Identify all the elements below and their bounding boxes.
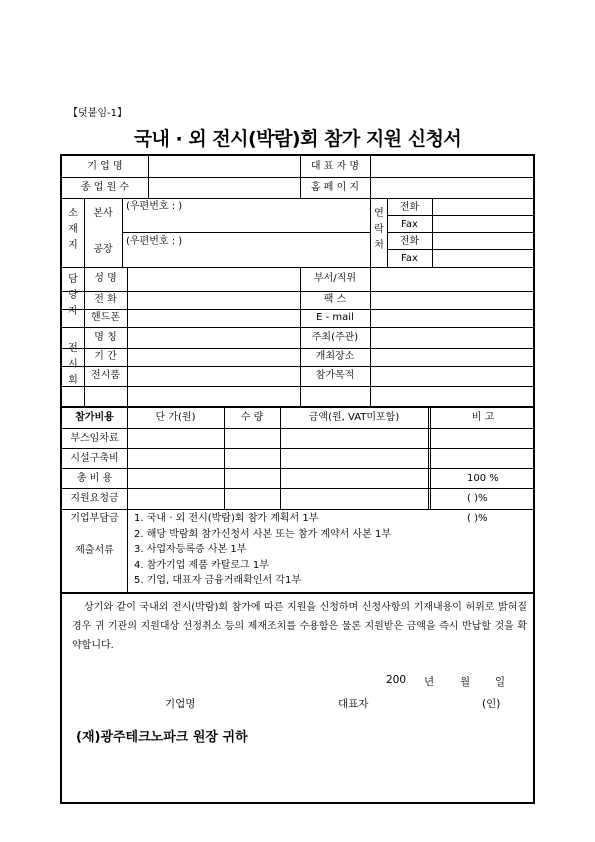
- recipient: (재)광주테크노파크 원장 귀하: [76, 730, 248, 745]
- document-item: 3. 사업자등록증 사본 1부: [134, 544, 247, 556]
- cost-row-label: 기업부담금: [70, 513, 119, 524]
- cost-row-label: 지원요청금: [70, 493, 119, 504]
- hq-postcode-hint: (우편번호 : ): [126, 201, 183, 212]
- row-divider: [62, 327, 533, 328]
- cost-row-label: 총 비 용: [76, 473, 113, 484]
- exhibition-period-label: 기 간: [94, 351, 117, 362]
- application-form: [60, 154, 535, 804]
- support-percent: ( )%: [467, 493, 488, 504]
- document-item: 2. 해당 박람회 참가신청서 사본 또는 참가 계약서 사본 1부: [134, 528, 392, 540]
- manager-dept-label: 부서/직위: [313, 273, 356, 284]
- cost-header-unit-price: 단 가(원): [155, 412, 196, 423]
- hq-fax-label: Fax: [401, 219, 418, 230]
- manager-email-label: E - mail: [316, 312, 354, 323]
- employees-label: 종 업 원 수: [80, 182, 130, 193]
- attachment-label: 【덧붙임-1】: [68, 108, 127, 119]
- row-divider: [62, 386, 533, 387]
- ceo-name-label: 대 표 자 명: [310, 161, 360, 172]
- exhibition-name-label: 명 칭: [94, 332, 117, 343]
- row-divider: [62, 592, 533, 594]
- col-divider: [370, 198, 371, 267]
- row-divider: [62, 468, 533, 469]
- exhibition-host-label: 주최(주관): [311, 332, 359, 343]
- row-divider: [62, 348, 533, 349]
- pledge-statement: 상기와 같이 국내외 전시(박람)회 참가에 따른 지원을 신청하며 신청사항의 기재내용이 허위로 밝혀질 경우 귀 기관의 지원대상 선정취소 등의 제재조치를 수용함은 물론 지원받은 금액을 즉시 반납할 것을 확약합니다.: [72, 602, 527, 651]
- col-divider: [370, 156, 371, 198]
- contact-label: 연 락 처: [374, 208, 384, 251]
- exhibition-items-label: 전시품: [91, 370, 120, 381]
- row-divider: [62, 198, 533, 199]
- col-divider: [122, 198, 123, 267]
- exhibition-venue-label: 개최장소: [315, 351, 355, 362]
- document-item: 4. 참가기업 제품 카탈로그 1부: [134, 559, 269, 571]
- form-title: 국내 · 외 전시(박람)회 참가 지원 신청서: [133, 128, 462, 150]
- date-month-unit: 월: [460, 676, 471, 688]
- col-divider: [148, 156, 149, 198]
- factory-phone-label: 전화: [399, 236, 420, 247]
- row-divider: [62, 291, 533, 292]
- row-divider: [62, 309, 533, 310]
- row-divider: [122, 232, 370, 233]
- col-divider: [370, 267, 371, 406]
- signature-ceo-label: 대표자: [338, 698, 369, 710]
- cost-header-amount: 금액(원, VAT미포함): [308, 412, 400, 423]
- seal-mark: (인): [482, 698, 501, 710]
- manager-section-label: 담 당 자: [68, 274, 78, 317]
- row-divider: [62, 177, 533, 178]
- row-divider: [62, 428, 533, 429]
- date-year-unit: 년: [424, 676, 435, 688]
- col-divider: [432, 198, 433, 267]
- factory-label: 공장: [93, 244, 113, 255]
- row-divider: [62, 406, 533, 408]
- col-divider: [127, 509, 128, 592]
- documents-label: 제출서류: [75, 545, 114, 556]
- address-section-label: 소 재 지: [68, 208, 78, 251]
- row-divider: [62, 448, 533, 449]
- company-share-percent: ( )%: [467, 513, 488, 524]
- date-year: 200: [386, 674, 407, 686]
- signature-company-label: 기업명: [165, 698, 196, 710]
- exhibition-purpose-label: 참가목적: [315, 370, 355, 381]
- cost-row-label: 부스임차료: [70, 433, 119, 444]
- factory-fax-label: Fax: [401, 253, 418, 264]
- manager-fax-label: 팩 스: [323, 294, 347, 305]
- cost-header-category: 참가비용: [75, 412, 114, 423]
- manager-mobile-label: 핸드폰: [91, 312, 120, 323]
- row-divider: [387, 215, 533, 216]
- cost-header-note: 비 고: [471, 412, 495, 423]
- exhibition-section-label: 전 시 회: [68, 343, 78, 386]
- documents-list: [134, 511, 391, 589]
- manager-phone-label: 전 화: [94, 294, 117, 305]
- cost-header-quantity: 수 량: [240, 412, 264, 423]
- document-item: 1. 국내 · 외 전시(박람)회 참가 계획서 1부: [134, 513, 319, 524]
- homepage-label: 홈 페 이 지: [310, 182, 360, 193]
- hq-label: 본사: [93, 208, 113, 219]
- total-percent: 100 %: [467, 473, 499, 484]
- row-divider: [62, 366, 533, 367]
- factory-postcode-hint: (우편번호 : ): [126, 236, 183, 247]
- row-divider: [62, 267, 533, 268]
- row-divider: [62, 488, 533, 489]
- col-divider: [127, 267, 128, 406]
- row-divider: [387, 232, 533, 233]
- document-item: 5. 기업, 대표자 금융거래확인서 각1부: [134, 575, 302, 587]
- date-day-unit: 일: [495, 676, 506, 688]
- cost-row-label: 시설구축비: [70, 453, 119, 464]
- manager-name-label: 성 명: [94, 273, 117, 284]
- row-divider: [387, 249, 533, 250]
- company-name-label: 기 업 명: [87, 161, 123, 172]
- row-divider: [62, 509, 533, 510]
- hq-phone-label: 전화: [399, 202, 420, 213]
